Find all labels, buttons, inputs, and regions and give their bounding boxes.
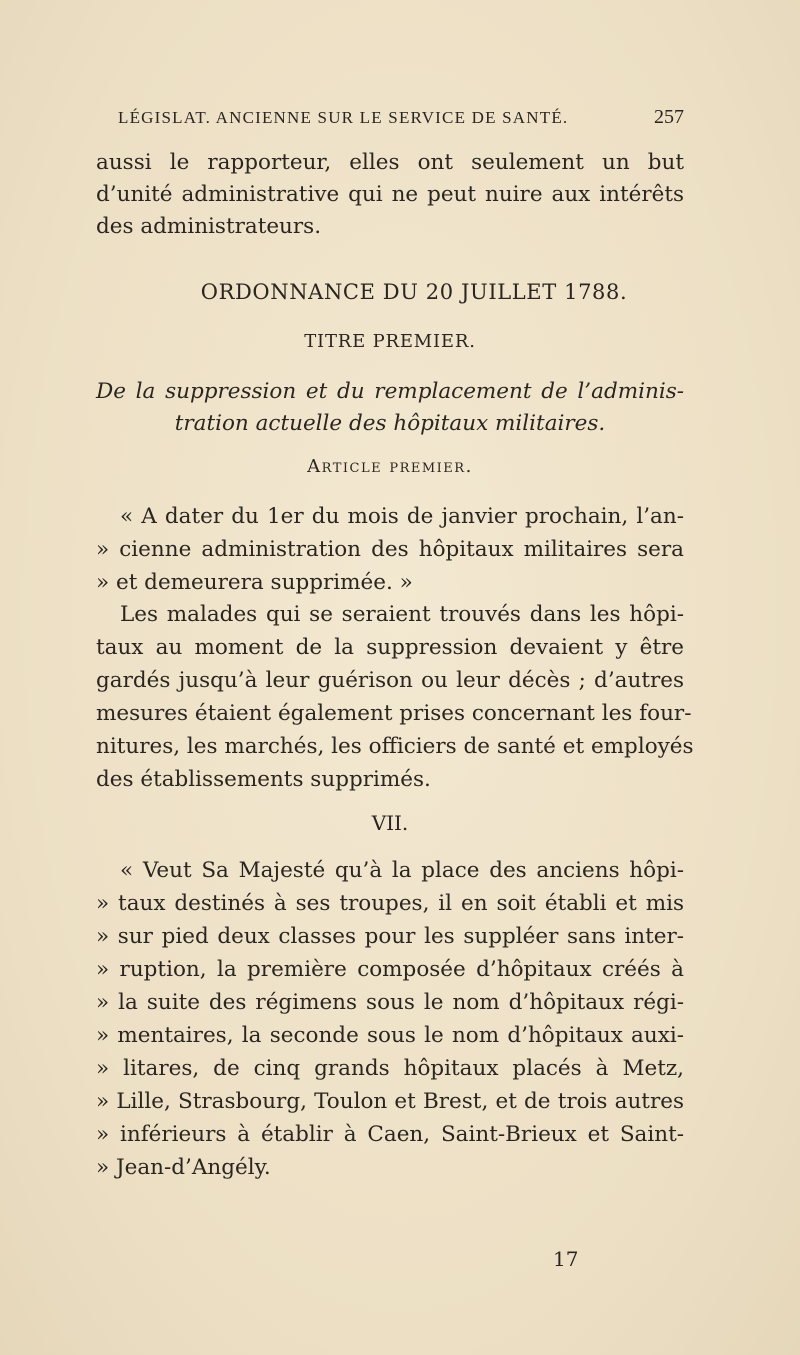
intro-line: aussi le rapporteur, elles ont seulement un but bbox=[96, 150, 684, 175]
paragraph-line: taux au moment de la suppression devaient y être bbox=[96, 635, 684, 660]
section-line: » la suite des régimens sous le nom d’hôpitaux régi- bbox=[96, 990, 684, 1015]
paragraph-line: des établissements supprimés. bbox=[96, 767, 431, 792]
article-line: » et demeurera supprimée. » bbox=[96, 570, 413, 595]
section-vii-heading: VII. bbox=[371, 811, 409, 835]
article-heading: Article premier. bbox=[307, 456, 473, 477]
ordonnance-heading: ORDONNANCE DU 20 JUILLET 1788. bbox=[200, 280, 628, 304]
section-line: « Veut Sa Majesté qu’à la place des anciens hôpi- bbox=[120, 858, 684, 883]
paragraph-line: Les malades qui se seraient trouvés dans les hôpi- bbox=[120, 602, 684, 627]
paragraph-line: gardés jusqu’à leur guérison ou leur décès ; d’autres bbox=[96, 668, 684, 693]
subtitle-line: tration actuelle des hôpitaux militaires. bbox=[174, 411, 606, 436]
paragraph-line: nitures, les marchés, les officiers de santé et employés bbox=[96, 734, 694, 759]
page-number: 257 bbox=[654, 106, 684, 128]
article-line: » cienne administration des hôpitaux militaires sera bbox=[96, 537, 684, 562]
section-line: » mentaires, la seconde sous le nom d’hôpitaux auxi- bbox=[96, 1023, 684, 1048]
section-line: » Lille, Strasbourg, Toulon et Brest, et de trois autres bbox=[96, 1089, 684, 1114]
titre-heading: TITRE PREMIER. bbox=[304, 331, 476, 352]
subtitle-line: De la suppression et du remplacement de l’adminis- bbox=[96, 379, 684, 404]
intro-line: des administrateurs. bbox=[96, 214, 322, 239]
section-line: » inférieurs à établir à Caen, Saint-Brieux et Saint- bbox=[96, 1122, 684, 1147]
section-line: » Jean-d’Angély. bbox=[96, 1155, 271, 1180]
section-line: » litares, de cinq grands hôpitaux placés à Metz, bbox=[96, 1056, 684, 1081]
intro-line: d’unité administrative qui ne peut nuire aux intérêts bbox=[96, 182, 684, 207]
section-line: » sur pied deux classes pour les suppléer sans inter- bbox=[96, 924, 684, 949]
signature-mark: 17 bbox=[553, 1247, 579, 1271]
running-head bbox=[118, 108, 684, 128]
section-line: » taux destinés à ses troupes, il en soit établi et mis bbox=[96, 891, 684, 916]
section-line: » ruption, la première composée d’hôpitaux créés à bbox=[96, 957, 684, 982]
article-line: « A dater du 1er du mois de janvier prochain, l’an- bbox=[120, 504, 684, 529]
running-head-title: LÉGISLAT. ANCIENNE SUR LE SERVICE DE SANTÉ. bbox=[118, 108, 569, 127]
paragraph-line: mesures étaient également prises concernant les four- bbox=[96, 701, 692, 726]
